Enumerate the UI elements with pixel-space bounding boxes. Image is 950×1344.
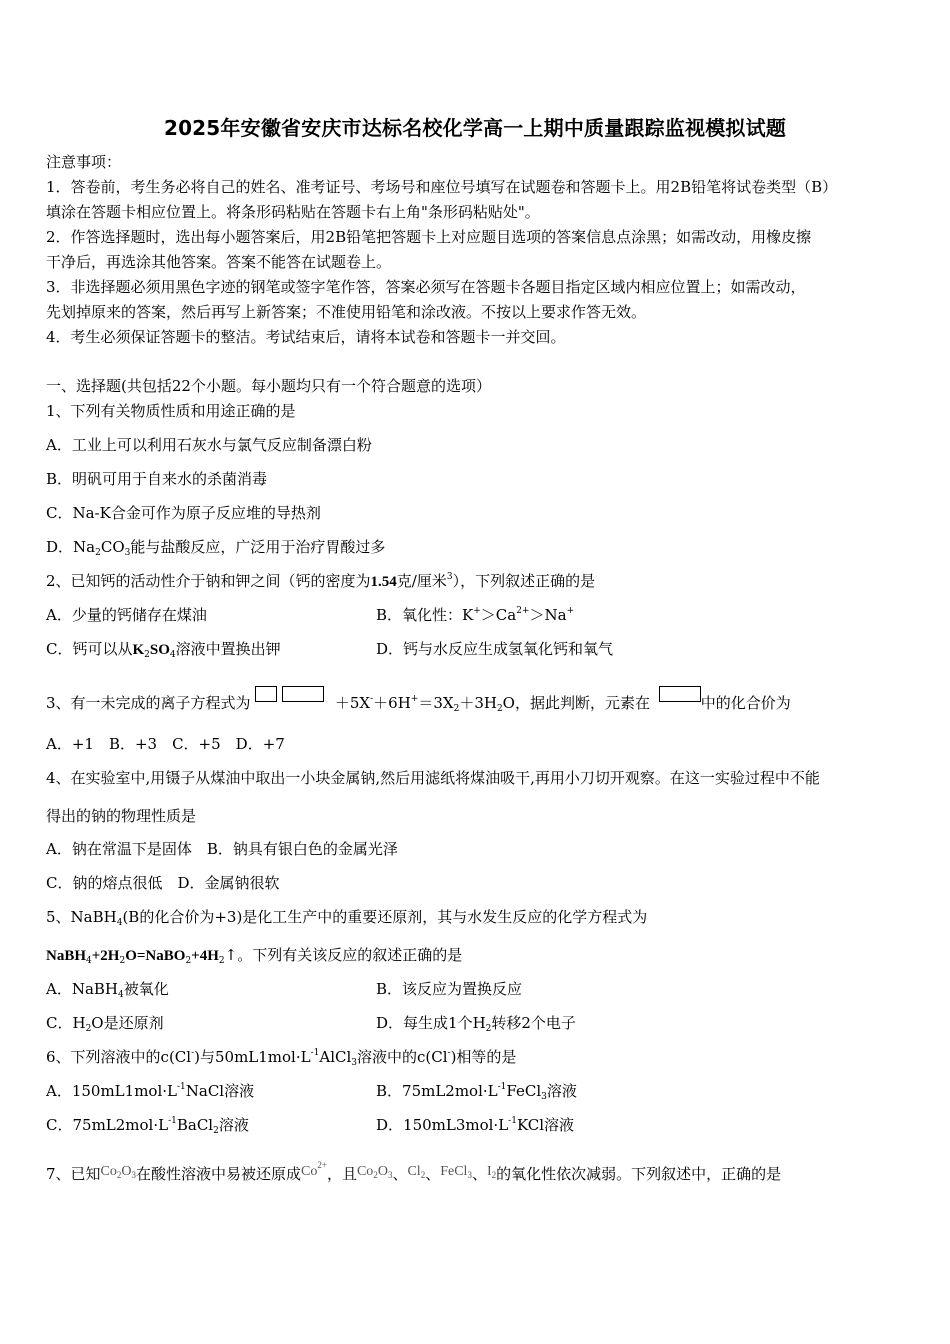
q1-option-d: D．$Na_2CO_3$能与盐酸反应，广泛用于治疗胃酸过多 — [46, 538, 386, 558]
notice-item-3: 3．非选择题必须用黑色字迹的钢笔或签字笔作答，答案必须写在答题卡各题目指定区域内相应位置上；如需改动， — [46, 278, 806, 296]
q1-option-b: B．明矾可用于自来水的杀菌消毒 — [46, 470, 268, 488]
co2o3-formula: $Co_2O_3$ — [100, 1164, 137, 1180]
q2-stem: 2、已知钙的活动性介于钠和钾之间（钙的密度为1.54克/厘米$^3$），下列叙述正确的是 — [46, 572, 596, 590]
page-title: 2025年安徽省安庆市达标名校化学高一上期中质量跟踪监视模拟试题 — [163, 116, 787, 140]
q4-options-ab: A．钠在常温下是固体 B．钠具有银白色的金属光泽 — [46, 840, 398, 858]
q7-stem: 7、已知$Co_2O_3$在酸性溶液中易被还原成$Co^{2+}$，且$Co_2O_3$、$Cl_2$、FeCl$_3$、$I_2$的氧化性依次减弱。下列叙述中，正确的是 — [46, 1160, 782, 1183]
q5-stem: 5、NaBH$_4$(B的化合价为+3)是化工生产中的重要还原剂，其与水发生反应的化学方程式为 — [46, 908, 648, 928]
co2plus-formula: $Co^{2+}$ — [301, 1160, 327, 1179]
notice-item-2: 2．作答选择题时，选出每小题答案后，用2B铅笔把答题卡上对应题目选项的答案信息点涂黑；如需改动，用橡皮擦 — [46, 228, 812, 246]
q4-options-cd: C．钠的熔点很低 D．金属钠很软 — [46, 874, 280, 892]
notice-heading: 注意事项： — [46, 153, 122, 171]
q6-stem: 6、下列溶液中的c(Cl-)与$50mL1mol\cdot L^{-1}AlCl_3$溶液中的c(Cl-)相等的是 — [46, 1048, 517, 1068]
fecl3-formula: FeCl$_3$ — [440, 1164, 472, 1180]
q4-stem-cont: 得出的钠的物理性质是 — [46, 807, 197, 825]
notice-item-4: 4．考生必须保证答题卡的整洁。考试结束后，请将本试卷和答题卡一并交回。 — [46, 328, 566, 346]
q2-option-a: A．少量的钙储存在煤油 — [46, 606, 207, 624]
q5-equation: $NaBH_4+2H_2O=NaBO_2+4H_2↑$。下列有关该反应的叙述正确的是 — [46, 946, 463, 966]
q6-option-a: A．$150mL1mol\cdot L^{-1}NaCl$溶液 — [46, 1082, 255, 1100]
q1-stem: 1、下列有关物质性质和用途正确的是 — [46, 402, 296, 420]
notice-item-1: 1．答卷前，考生务必将自己的姓名、准考证号、考场号和座位号填写在试题卷和答题卡上。用2B铅笔将试卷类型（B） — [46, 178, 838, 196]
q4-stem: 4、在实验室中,用镊子从煤油中取出一小块金属钠,然后用滤纸将煤油吸干,再用小刀切开观察。在这一实验过程中不能 — [46, 769, 820, 787]
cl2-formula: $Cl_2$ — [407, 1164, 426, 1180]
blank-box — [659, 686, 701, 702]
q6-option-d: D．$150mL3mol\cdot L^{-1}KCl$溶液 — [376, 1116, 575, 1134]
q2-option-b: B．氧化性：$K^+>Ca^{2+}>Na^+$ — [376, 606, 575, 624]
q5-option-c: C．$H_2O$是还原剂 — [46, 1014, 164, 1034]
q2-option-d: D．钙与水反应生成氢氧化钙和氧气 — [376, 640, 614, 658]
blank-box — [282, 686, 324, 702]
notice-item-2-cont: 干净后，再选涂其他答案。答案不能答在试题卷上。 — [46, 253, 392, 271]
i2-formula: $I_2$ — [486, 1164, 497, 1180]
q2-option-c: C．钙可以从$K_2SO_4$溶液中置换出钾 — [46, 640, 281, 660]
q1-option-c: C．Na-K合金可作为原子反应堆的导热剂 — [46, 504, 321, 522]
notice-item-3-cont: 先划掉原来的答案，然后再写上新答案；不准使用铅笔和涂改液。不按以上要求作答无效。 — [46, 303, 647, 321]
q6-option-c: C．$75mL2mol\cdot L^{-1}BaCl_2$溶液 — [46, 1116, 249, 1136]
q5-option-a: A．NaBH$_4$被氧化 — [46, 980, 169, 1000]
q6-option-b: B．$75mL2mol\cdot L^{-1}FeCl_3$溶液 — [376, 1082, 577, 1102]
q5-option-b: B．该反应为置换反应 — [376, 980, 523, 998]
co2o3-formula: $Co_2O_3$ — [356, 1164, 393, 1180]
notice-item-1-cont: 填涂在答题卡相应位置上。将条形码粘贴在答题卡右上角"条形码粘贴处"。 — [46, 203, 540, 221]
blank-box — [255, 686, 277, 702]
q1-option-a: A．工业上可以利用石灰水与氯气反应制备漂白粉 — [46, 436, 372, 454]
section-heading: 一、选择题(共包括22个小题。每小题均只有一个符合题意的选项） — [46, 377, 491, 395]
q5-option-d: D．每生成1个$H_2$转移2个电子 — [376, 1014, 576, 1034]
q3-stem: 3、有一未完成的离子方程式为 $+5X^-+6H^+=3X_2+3H_2O$，据此判断，元素在 中的化合价为 — [46, 686, 791, 713]
q3-options: A．+1 B．+3 C．+5 D．+7 — [46, 735, 285, 753]
